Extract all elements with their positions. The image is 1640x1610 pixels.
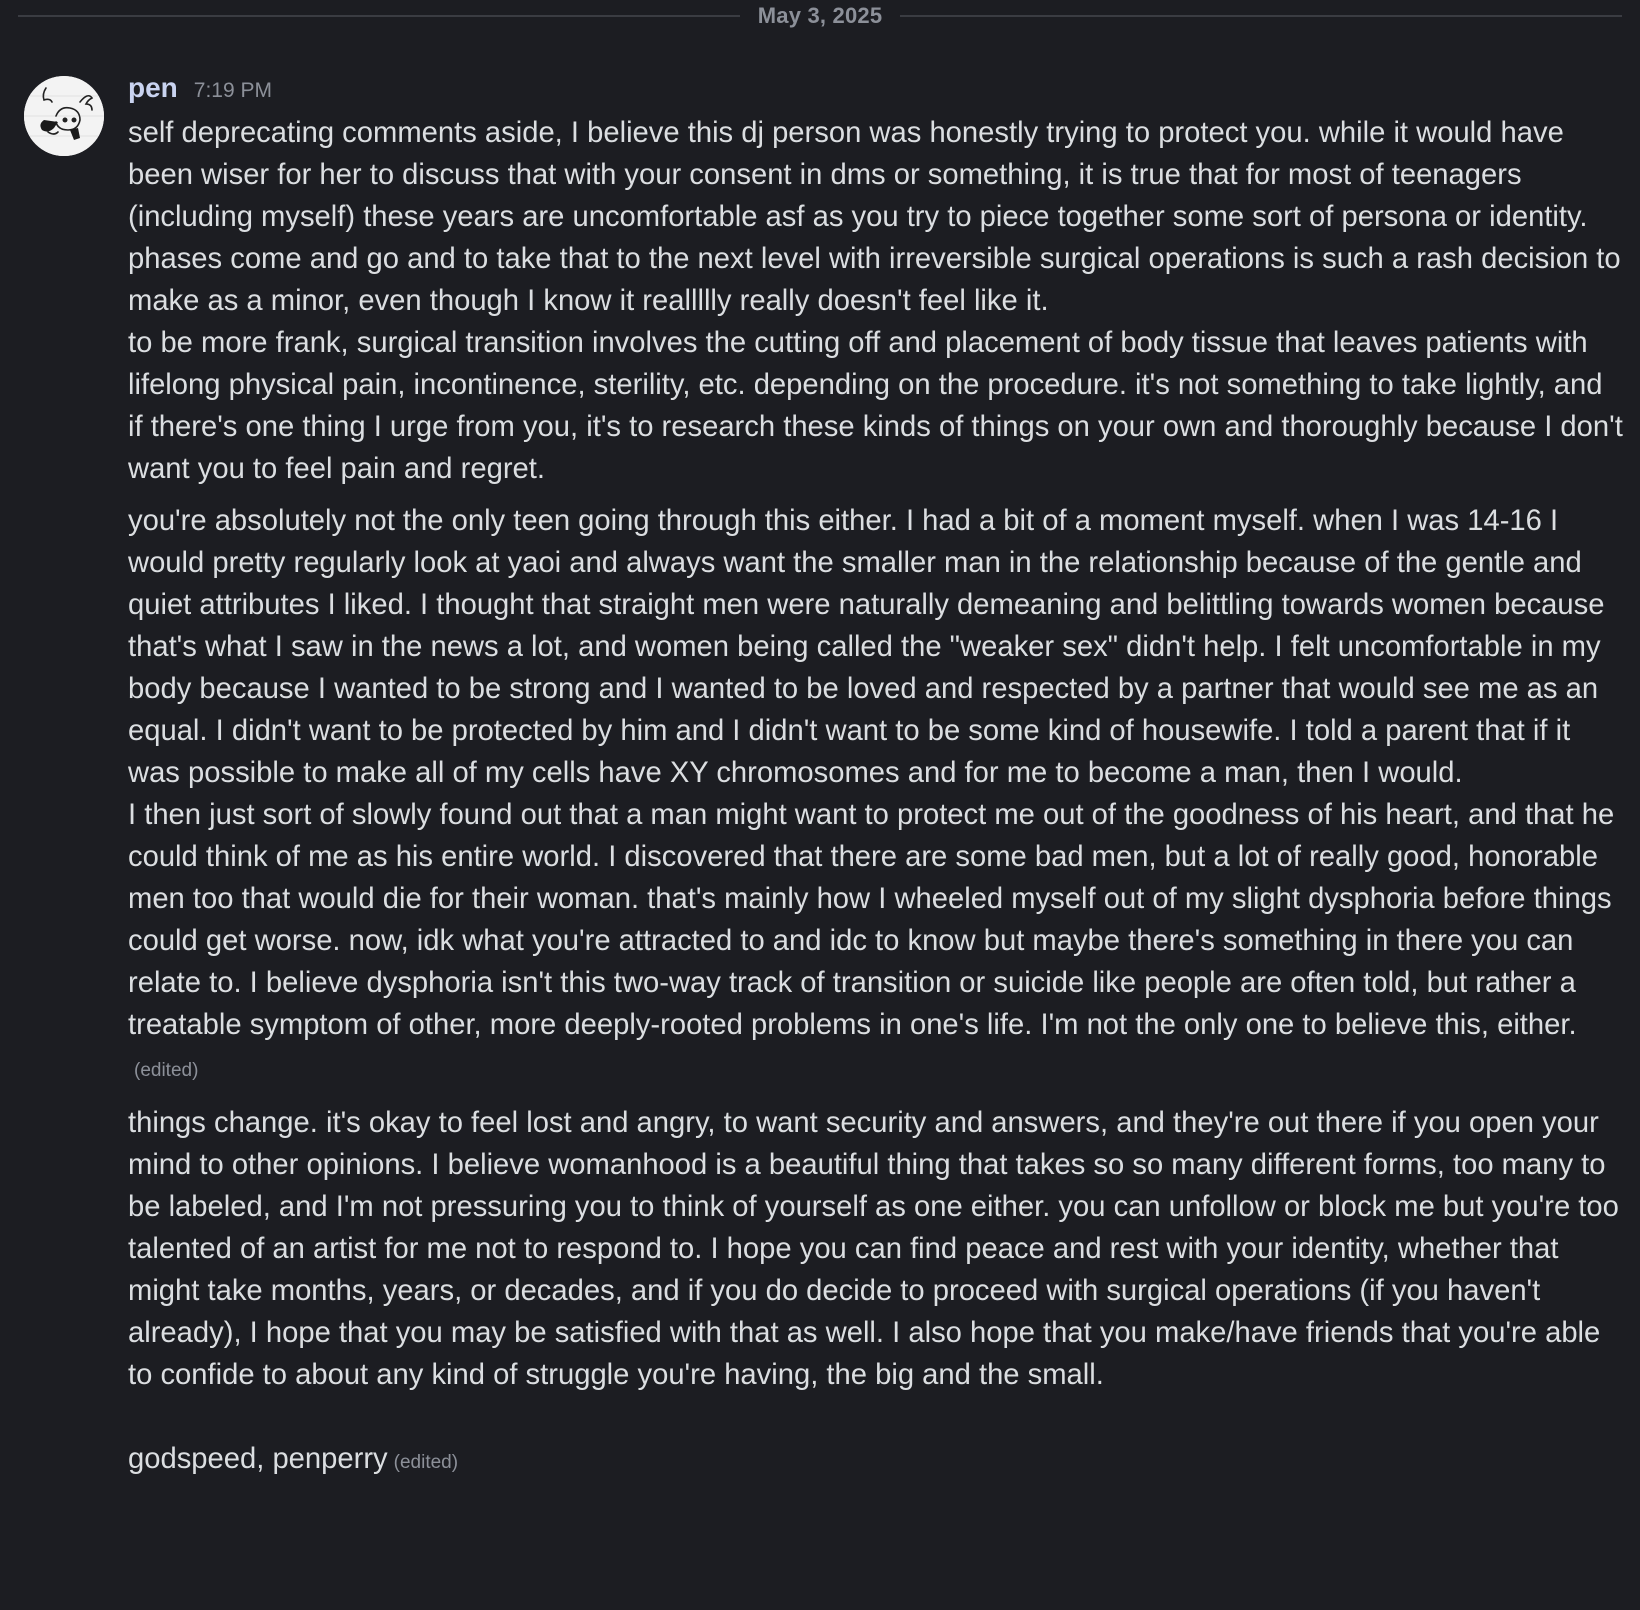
timestamp[interactable]: 7:19 PM (193, 79, 272, 102)
message-paragraph (128, 794, 1624, 1092)
signoff-text: godspeed, penperry (128, 1443, 388, 1475)
date-divider (0, 0, 1640, 32)
paragraph-text: things change. it's okay to feel lost and angry, to want security and answers, and they're out there if you open your mind to other opinions. I believe womanhood is a beautiful thing that takes so so many different forms, too many to be labeled, and I'm not pressuring you to think of yourself as one either. you can unfollow or block me but you're too talented of an artist for me not to respond to. I hope you can find peace and rest with your identity, whether that might take months, years, or decades, and if you do decide to proceed with surgical operations (if you haven't already), I hope that you may be satisfied with that as well. I also hope that you make/have friends that you're able to confide to about any kind of struggle you're having, the big and the small. (128, 1107, 1627, 1391)
paragraph-text: self deprecating comments aside, I believe this dj person was honestly trying to protect you. while it would have been wiser for her to discuss that with your consent in dms or something, it is true that for most of teenagers (including myself) these years are uncomfortable asf as you try to piece together some sort of persona or identity. phases come and go and to take that to the next level with irreversible surgical operations is such a rash decision to make as a minor, even though I know it reallllly really doesn't feel like it. (128, 117, 1629, 317)
divider-line-left (18, 15, 740, 17)
message[interactable] (128, 72, 1631, 1484)
message-header (128, 72, 1624, 112)
message-paragraph (128, 1102, 1627, 1396)
edited-tag: (edited) (393, 1452, 459, 1473)
edited-tag: (edited) (134, 1060, 199, 1081)
sketch-avatar-icon (24, 76, 104, 156)
message-paragraph (128, 322, 1631, 490)
paragraph-text: to be more frank, surgical transition involves the cutting off and placement of body tissue that leaves patients with lifelong physical pain, incontinence, sterility, etc. depending on the procedure. it's not something to take lightly, and if there's one thing I urge from you, it's to research these kinds of things on your own and thoroughly because I don't want you to feel pain and regret. (128, 327, 1631, 485)
paragraph-text: you're absolutely not the only teen going through this either. I had a bit of a moment myself. when I was 14-16 I would pretty regularly look at yaoi and always want the smaller man in the relationship because of the gentle and quiet attributes I liked. I thought that straight men were naturally demeaning and belittling towards women because that's what I saw in the news a lot, and women being called the "weaker sex" didn't help. I felt uncomfortable in my body because I wanted to be strong and I wanted to be loved and respected by a partner that would see me as an equal. I didn't want to be protected by him and I didn't want to be some kind of housewife. I told a parent that if it was possible to make all of my cells have XY chromosomes and for me to become a man, then I would. (128, 505, 1613, 789)
date-label: May 3, 2025 (757, 3, 883, 28)
divider-line-right (900, 15, 1622, 17)
message-paragraph (128, 500, 1624, 794)
message-paragraph (128, 112, 1629, 322)
paragraph-text: I then just sort of slowly found out that a man might want to protect me out of the goodness of his heart, and that he could think of me as his entire world. I discovered that there are some bad men, but a lot of really good, honorable men too that would die for their woman. that's mainly how I wheeled myself out of my slight dysphoria before things could get worse. now, idk what you're attracted to and idc to know but maybe there's something in there you can relate to. I believe dysphoria isn't this two-way track of transition or suicide like people are often told, but rather a treatable symptom of other, more deeply-rooted problems in one's life. I'm not the only one to believe this, either. (128, 799, 1623, 1041)
avatar[interactable] (24, 76, 104, 156)
username[interactable]: pen (128, 72, 178, 103)
message-signoff (128, 1438, 1624, 1484)
